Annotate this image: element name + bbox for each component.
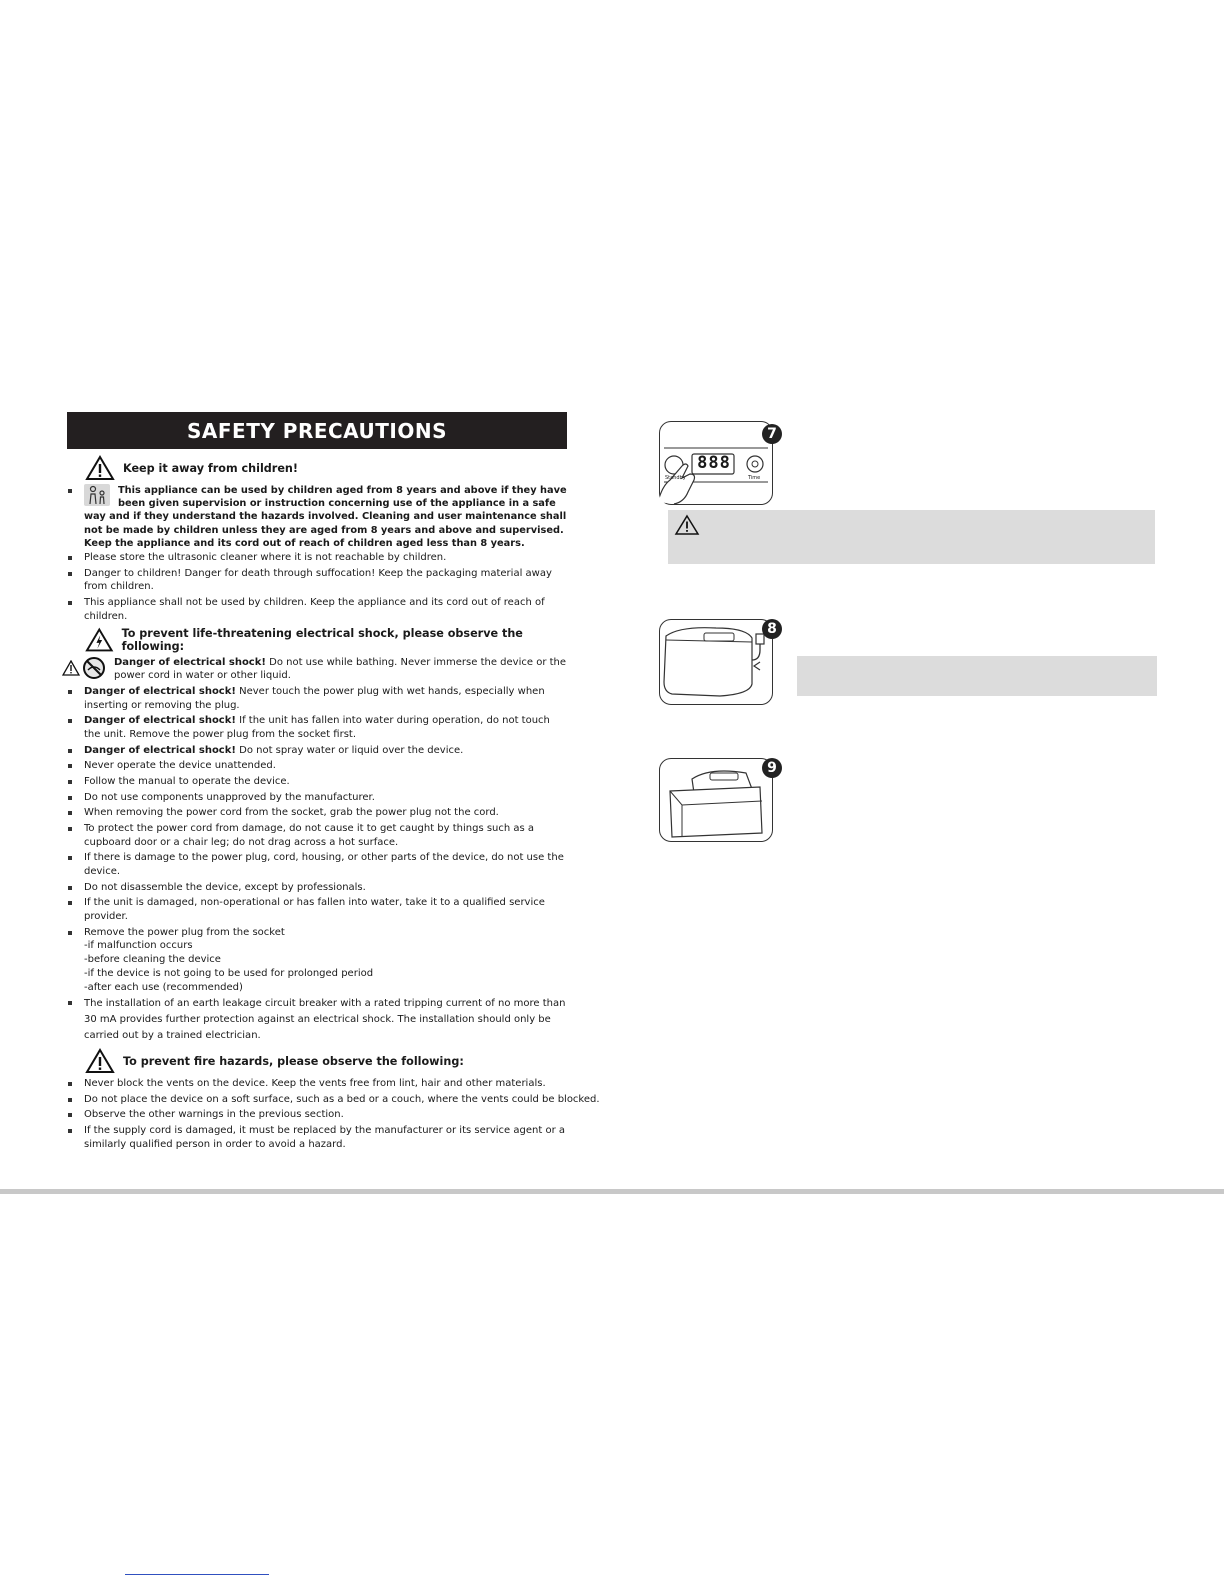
list-item: Follow the manual to operate the device. <box>67 775 567 789</box>
small-warning-icon <box>62 660 80 676</box>
note-box-7 <box>668 510 1155 564</box>
list-item <box>67 744 567 758</box>
children-bold-paragraph: This appliance can be used by children aged from 8 years and above if they have been given supervision or instruction concerning use of the appliance in a safe way and if they understand the hazards involved. Cleaning and user maintenance shall not be made by children unless they are aged from 8 years and above and supervised. Keep the appliance and its cord out of reach of children aged less than 8 years. <box>84 485 567 549</box>
shock-label: Danger of electrical shock! <box>114 656 266 668</box>
fire-list <box>67 1077 600 1151</box>
shock-text: Do not spray water or liquid over the device. <box>235 744 464 756</box>
box-illustration <box>660 759 772 841</box>
warning-icon <box>674 514 700 536</box>
bathing-warning-row <box>62 656 567 683</box>
list-item: If there is damage to the power plug, cord, housing, or other parts of the device, do not use the device. <box>67 851 567 879</box>
display-digits: 888 <box>697 453 731 473</box>
remove-plug-sub: -after each use (recommended) <box>84 981 243 993</box>
children-bold-block <box>67 484 567 550</box>
children-heading <box>85 455 567 481</box>
list-item: Danger to children! Danger for death through suffocation! Keep the packaging material away from children. <box>67 567 567 595</box>
figure-9-packaging <box>659 758 773 842</box>
electric-warning-icon <box>85 627 114 653</box>
list-item: Do not disassemble the device, except by professionals. <box>67 881 567 895</box>
remove-plug-sub: -if the device is not going to be used for prolonged period <box>84 967 374 979</box>
page-divider <box>0 1189 1224 1194</box>
remove-plug-title: Remove the power plug from the socket <box>84 926 285 938</box>
electrical-list <box>67 685 567 1044</box>
list-item: Observe the other warnings in the previous section. <box>67 1108 567 1122</box>
standby-label: Standby <box>665 475 686 481</box>
banner-title: SAFETY PRECAUTIONS <box>186 418 448 443</box>
figure-8-power-plug <box>659 619 773 705</box>
list-item: When removing the power cord from the socket, grab the power plug not the cord. <box>67 806 567 820</box>
note-box-8 <box>797 656 1157 696</box>
children-list <box>67 551 567 624</box>
list-item <box>67 714 567 742</box>
plug-illustration <box>660 620 772 704</box>
shock-text: Never touch the power plug with wet hands, especially when inserting or removing the plug. <box>84 686 545 711</box>
shock-text: If the unit has fallen into water during operation, do not touch the unit. Remove the power plug from the socket first. <box>84 715 550 741</box>
remove-plug-sub: -if malfunction occurs <box>84 940 193 952</box>
shock-label: Danger of electrical shock! <box>84 744 236 756</box>
safety-banner <box>67 412 567 449</box>
shock-label: Danger of electrical shock! <box>84 715 236 727</box>
list-item: Please store the ultrasonic cleaner where it is not reachable by children. <box>67 551 567 565</box>
fire-heading-text: To prevent fire hazards, please observe the following: <box>123 1054 464 1068</box>
list-item: The installation of an earth leakage circuit breaker with a rated tripping current of no more than 30 mA provides further protection against an electrical shock. The installation should only be carried out by a trained electrician. <box>67 996 567 1044</box>
electrical-heading-text: To prevent life-threatening electrical shock, please observe the following: <box>121 626 523 653</box>
list-item <box>67 926 567 995</box>
figure-7-badge: 7 <box>762 424 782 444</box>
list-item: If the supply cord is damaged, it must be replaced by the manufacturer or its service agent or a similarly qualified person in order to avoid a hazard. <box>67 1124 567 1152</box>
shock-text: Do not use while bathing. Never immerse the device or the power cord in water or other liquid. <box>114 656 567 682</box>
time-label: Time <box>748 475 761 481</box>
list-item: Do not place the device on a soft surface, such as a bed or a couch, where the vents could be blocked. <box>67 1093 567 1107</box>
remove-plug-sub: -before cleaning the device <box>84 954 221 966</box>
figure-7-control-panel <box>659 421 773 505</box>
children-heading-text: Keep it away from children! <box>123 461 298 475</box>
warning-icon <box>85 1048 115 1074</box>
warning-icon <box>85 455 115 481</box>
fire-heading <box>85 1048 567 1074</box>
list-item <box>67 685 567 713</box>
list-item: This appliance shall not be used by children. Keep the appliance and its cord out of reach of children. <box>67 596 567 624</box>
list-item: To protect the power cord from damage, do not cause it to get caught by things such as a cupboard door or a chair leg; do not drag across a hot surface. <box>67 822 567 850</box>
list-item: Never block the vents on the device. Keep the vents free from lint, hair and other materials. <box>67 1077 567 1091</box>
electrical-heading <box>85 627 567 653</box>
figure-8-badge: 8 <box>762 619 782 639</box>
footer-link-underline <box>125 1574 269 1575</box>
no-bathing-icon <box>82 656 106 680</box>
list-item: Do not use components unapproved by the manufacturer. <box>67 791 567 805</box>
list-item: Never operate the device unattended. <box>67 759 567 773</box>
figure-9-badge: 9 <box>762 758 782 778</box>
bathing-icons <box>62 656 114 680</box>
safety-column <box>67 412 600 1153</box>
bathing-warning-text <box>114 656 567 683</box>
shock-label: Danger of electrical shock! <box>84 686 236 697</box>
child-supervision-icon <box>84 484 110 506</box>
list-item: If the unit is damaged, non-operational or has fallen into water, take it to a qualified service provider. <box>67 896 567 924</box>
